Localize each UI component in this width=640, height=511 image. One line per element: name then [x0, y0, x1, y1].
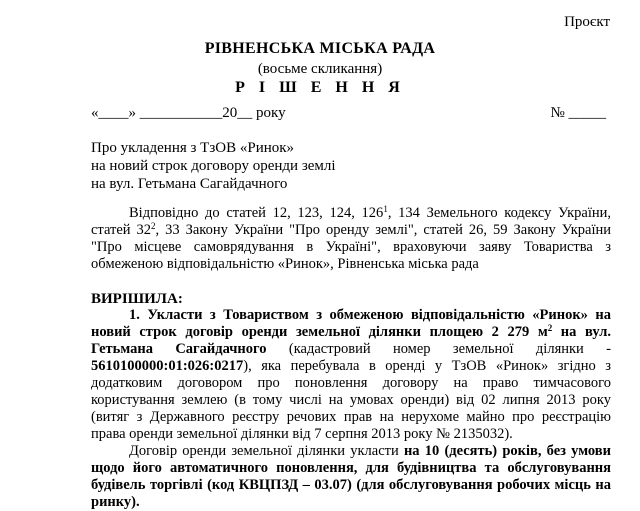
preamble-text: Відповідно до статей 12, 123, 124, 126 — [129, 205, 384, 221]
council-name: РІВНЕНСЬКА МІСЬКА РАДА — [204, 40, 436, 57]
item-2-text: Договір оренди земельної ділянки укласти — [129, 443, 404, 459]
preamble-text: , 134 Земельного кодексу України, статей 32 — [91, 205, 611, 238]
resolved-heading: ВИРІШИЛА: — [91, 291, 183, 307]
item-1-bold: на вул. Гетьмана Сагайдачного — [91, 324, 611, 357]
subject-line: Про укладення з ТзОВ «Ринок» — [91, 140, 295, 156]
subject-line: на новий строк договору оренди землі — [91, 158, 336, 174]
preamble — [91, 205, 611, 273]
project-label: Проєкт — [564, 14, 610, 30]
preamble-paragraph — [91, 205, 611, 273]
preamble-text: , 33 Закону України "Про оренду землі", статей 26, 59 Закону України "Про місцеве самоврядування в Україні", враховуючи заяву Товариства з обмеженою відповідальністю «Ринок», Рівненська міська рада — [91, 222, 612, 272]
superscript: 1 — [383, 204, 388, 214]
decision-subject — [91, 139, 336, 193]
decision-title: Р І Ш Е Н Н Я — [235, 79, 405, 96]
decision-body — [91, 307, 611, 511]
item-1 — [91, 307, 611, 443]
cadastral-label: (кадастровий номер земельної ділянки - — [266, 341, 611, 357]
superscript: 2 — [547, 323, 553, 333]
convocation: (восьме скликання) — [257, 61, 383, 77]
number-line: № _____ — [550, 105, 606, 121]
cadastral-number: 5610100000:01:026:0217 — [91, 358, 244, 374]
date-line: «____» ___________20__ року — [91, 105, 286, 121]
subject-line: на вул. Гетьмана Сагайдачного — [91, 176, 288, 192]
item-1-bold: 1. Укласти з Товариством з обмеженою відповідальністю «Ринок» на новий строк договір оренди земельної ділянки площею 2 279 м — [91, 307, 611, 340]
item-2 — [91, 443, 611, 511]
superscript: 2 — [151, 221, 156, 231]
item-2-purpose: (для обслуговування робочих місць на ринку). — [91, 477, 611, 510]
item-1-text: ), яка перебувала в оренді у ТзОВ «Ринок» згідно з додатковим договором про поновлення договору на право тимчасового користування землею (в тому числі на умовах оренди) від 02 липня 2013 року (витяг з Державного реєстру речових прав на нерухоме майно про реєстрацію права оренди земельної ділянки від 7 серпня 2013 року № 2135032). — [91, 358, 611, 442]
item-2-term: на 10 (десять) років, без умови щодо його автоматичного поновлення, для будівництва та обслуговування будівель торгівлі (код КВЦПЗД – 03.07) — [91, 443, 611, 493]
